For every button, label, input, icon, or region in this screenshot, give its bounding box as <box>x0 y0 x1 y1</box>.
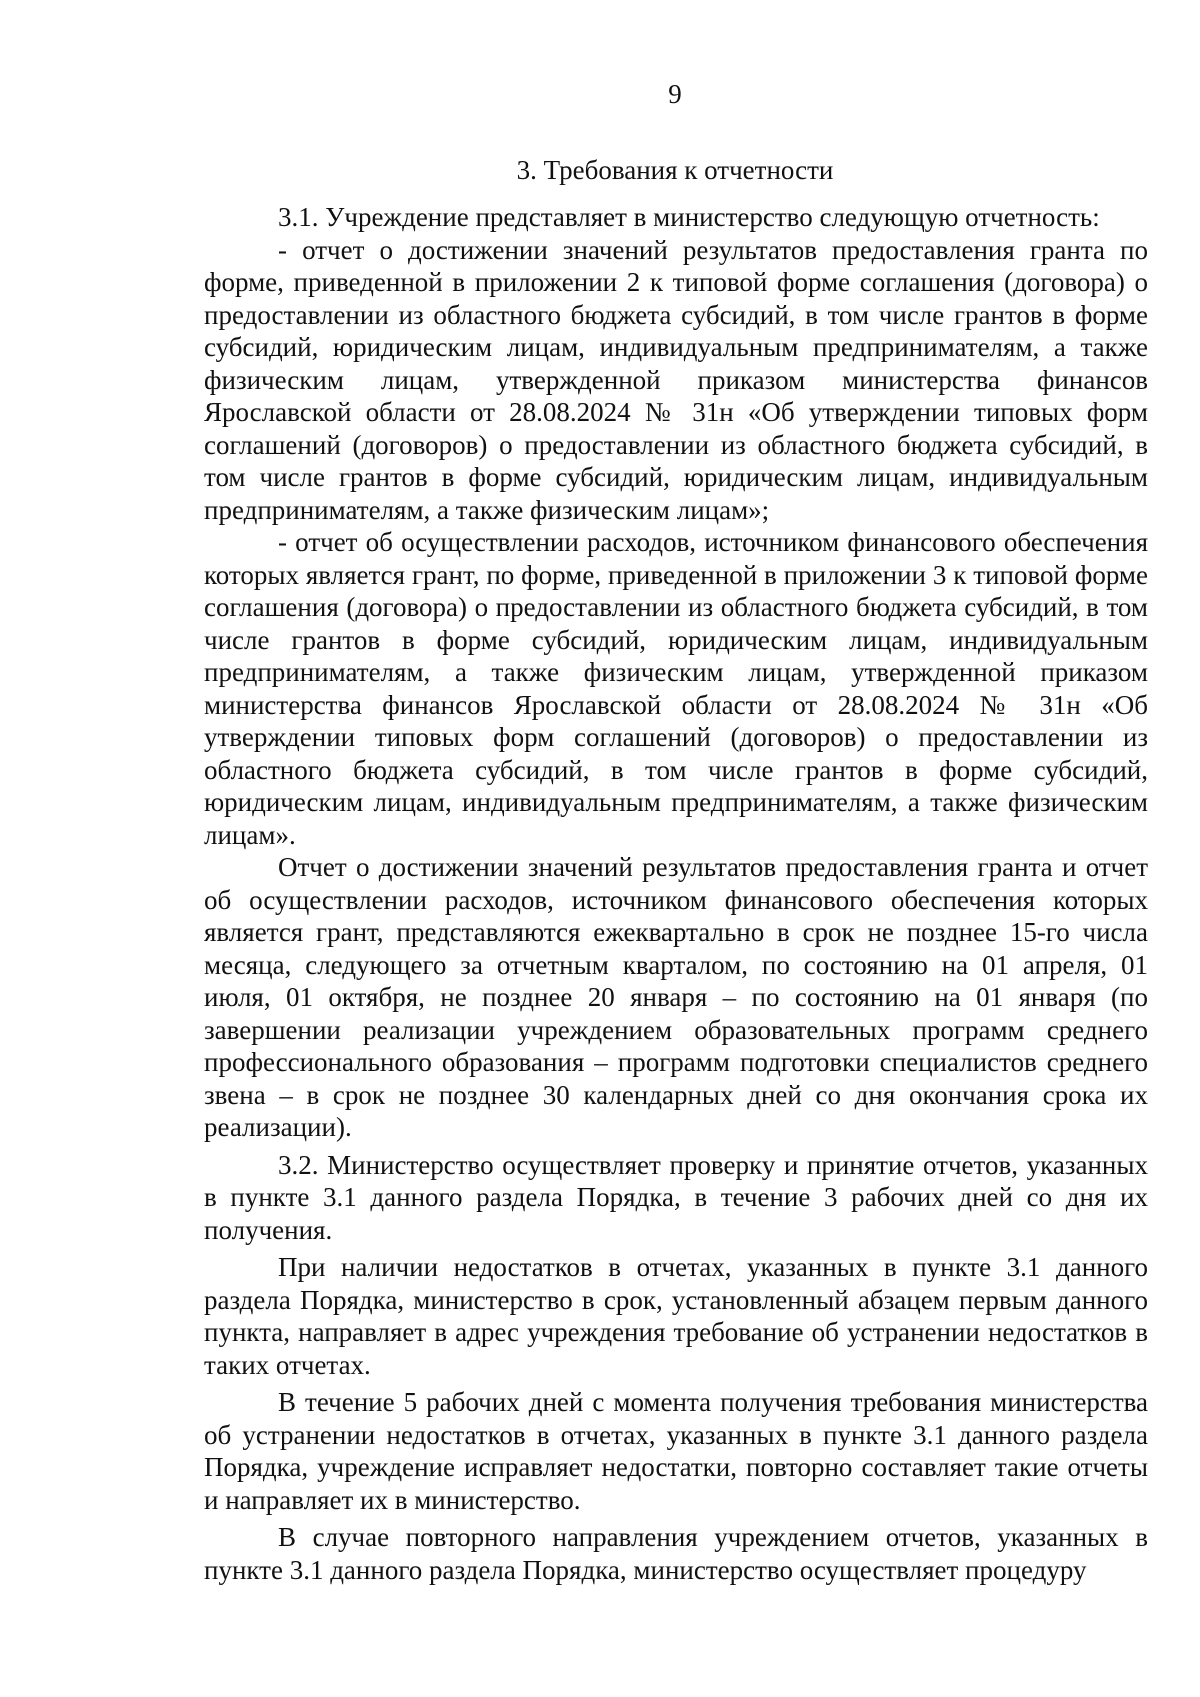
paragraph-report-expenses: - отчет об осуществлении расходов, источником финансового обеспечения которых является грант, по форме, приведенной в приложении 3 к типовой форме соглашения (договора) о предоставлении из областного бюджета субсидий, в том числе грантов в форме субсидий, юридическим лицам, индивидуальным предпринимателям, а также физическим лицам, утвержденной приказом министерства финансов Ярославской области от 28.08.2024 № 31н «Об утверждении типовых форм соглашений (договоров) о предоставлении из областного бюджета субсидий, в том числе грантов в форме субсидий, юридическим лицам, индивидуальным предпринимателям, а также физическим лицам». <box>204 527 1148 850</box>
paragraph-report-deadlines: Отчет о достижении значений результатов предоставления гранта и отчет об осуществлении расходов, источником финансового обеспечения которых является грант, представляются ежеквартально в срок не позднее 15-го числа месяца, следующего за отчетным кварталом, по состоянию на 01 апреля, 01 июля, 01 октября, не позднее 20 января – по состоянию на 01 января (по завершении реализации учреждением образовательных программ среднего профессионального образования – программ подготовки специалистов среднего звена – в срок не позднее 30 календарных дней со дня окончания срока их реализации). <box>204 852 1148 1142</box>
document-body <box>204 201 1148 1586</box>
paragraph-report-results: - отчет о достижении значений результатов предоставления гранта по форме, приведенной в приложении 2 к типовой форме соглашения (договора) о предоставлении из областного бюджета субсидий, в том числе грантов в форме субсидий, юридическим лицам, индивидуальным предпринимателям, а также физическим лицам, утвержденной приказом министерства финансов Ярославской области от 28.08.2024 № 31н «Об утверждении типовых форм соглашений (договоров) о предоставлении из областного бюджета субсидий, в том числе грантов в форме субсидий, юридическим лицам, индивидуальным предпринимателям, а также физическим лицам»; <box>204 234 1148 525</box>
paragraph-resubmission: В случае повторного направления учреждением отчетов, указанных в пункте 3.1 данного раздела Порядка, министерство осуществляет процедуру <box>204 1522 1148 1585</box>
paragraph-3-2-review: 3.2. Министерство осуществляет проверку и принятие отчетов, указанных в пункте 3.1 данного раздела Порядка, в течение 3 рабочих дней со дня их получения. <box>204 1149 1148 1245</box>
section-title: 3. Требования к отчетности <box>516 155 834 185</box>
paragraph-correction: В течение 5 рабочих дней с момента получения требования министерства об устранении недостатков в отчетах, указанных в пункте 3.1 данного раздела Порядка, учреждение исправляет недостатки, повторно составляет такие отчеты и направляет их в министерство. <box>204 1387 1148 1515</box>
paragraph-3-1-intro: 3.1. Учреждение представляет в министерство следующую отчетность: <box>278 202 1100 232</box>
paragraph-deficiencies: При наличии недостатков в отчетах, указанных в пункте 3.1 данного раздела Порядка, министерство в срок, установленный абзацем первым данного пункта, направляет в адрес учреждения требование об устранении недостатков в таких отчетах. <box>204 1252 1148 1380</box>
page-number: 9 <box>668 79 682 109</box>
